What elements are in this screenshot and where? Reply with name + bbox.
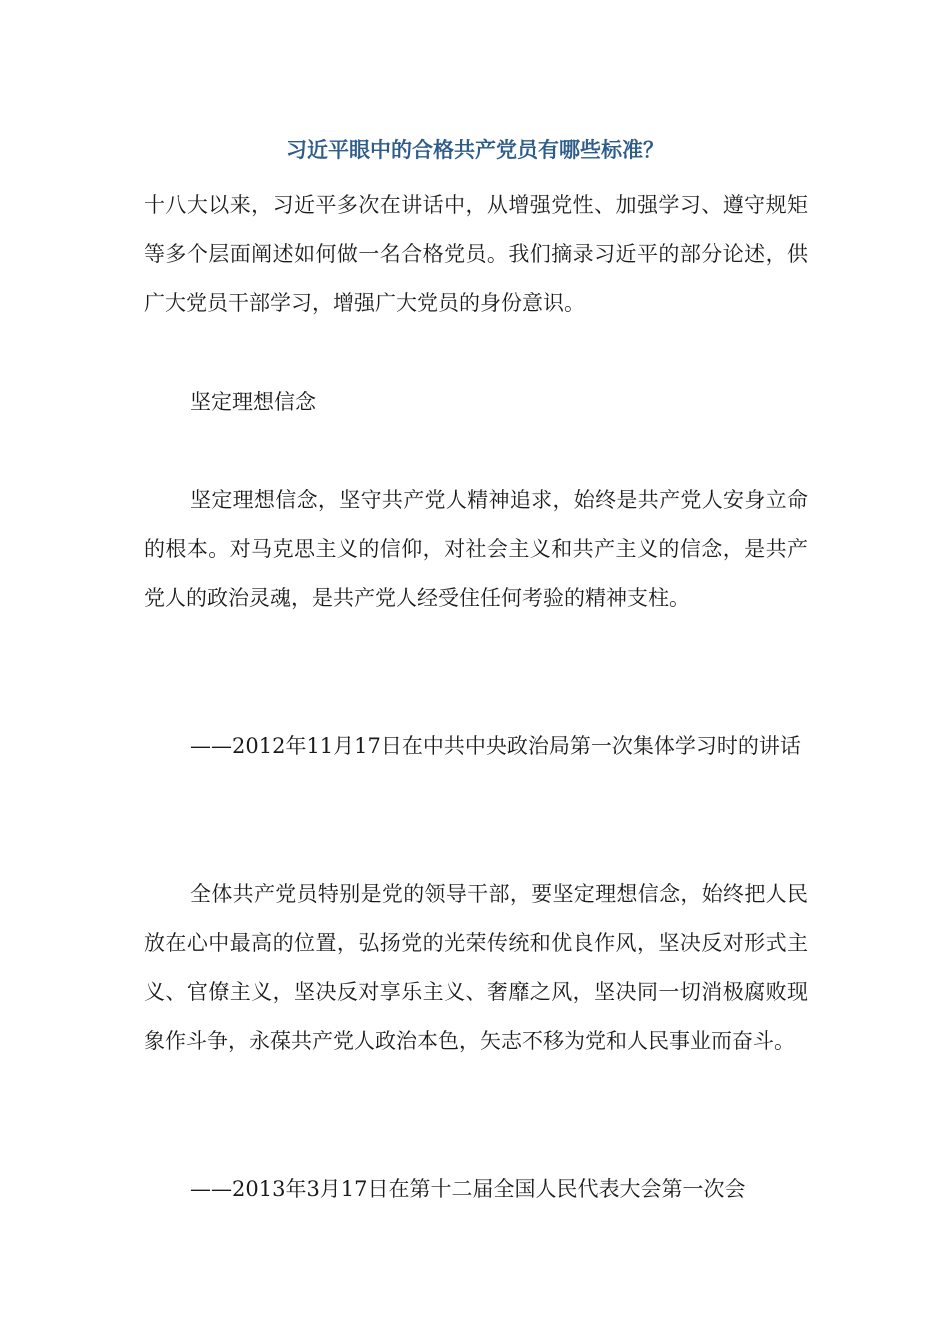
document-title: 习近平眼中的合格共产党员有哪些标准？ bbox=[286, 138, 664, 162]
quote-paragraph-1: 坚定理想信念，坚守共产党人精神追求，始终是共产党人安身立命的根本。对马克思主义的信仰，对社会主义和共产主义的信念，是共产党人的政治灵魂，是共产党人经受住任何考验的精神支柱。 bbox=[144, 488, 808, 610]
quote-paragraph-2: 全体共产党员特别是党的领导干部，要坚定理想信念，始终把人民放在心中最高的位置，弘扬党的光荣传统和优良作风，坚决反对形式主义、官僚主义，坚决反对享乐主义、奢靡之风，坚决同一切消极腐败现象作斗争，永葆共产党人政治本色，矢志不移为党和人民事业而奋斗。 bbox=[144, 882, 808, 1053]
section-heading: 坚定理想信念 bbox=[190, 390, 316, 414]
quote-source-2: ——2013年3月17日在第十二届全国人民代表大会第一次会 bbox=[190, 1177, 746, 1201]
intro-paragraph: 十八大以来，习近平多次在讲话中，从增强党性、加强学习、遵守规矩等多个层面阐述如何做一名合格党员。我们摘录习近平的部分论述，供广大党员干部学习，增强广大党员的身份意识。 bbox=[144, 193, 808, 315]
quote-source-1: ——2012年11月17日在中共中央政治局第一次集体学习时的讲话 bbox=[190, 734, 801, 758]
